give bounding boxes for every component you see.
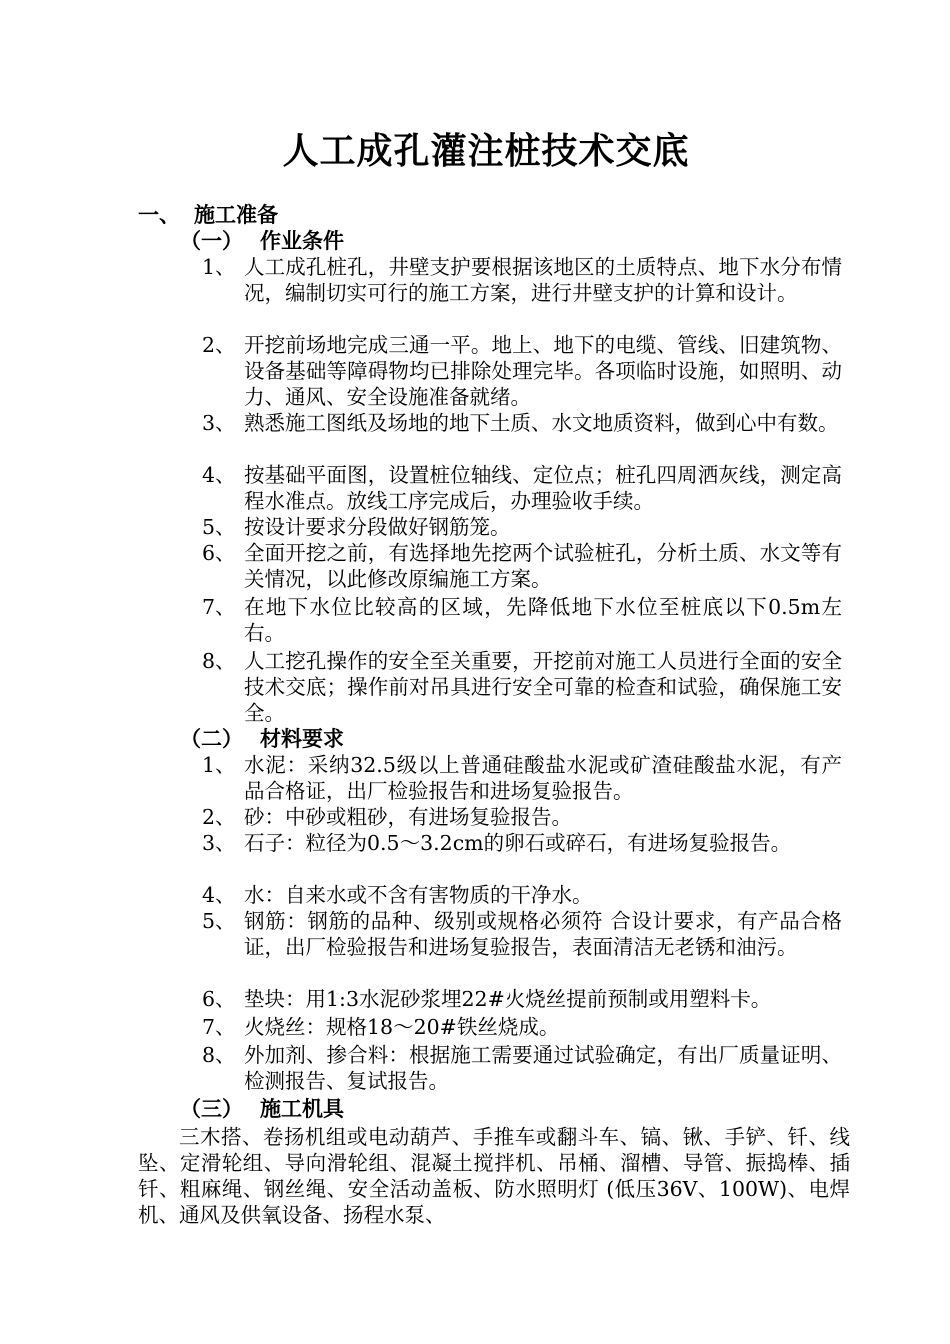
list-item-number: 1、 [202, 753, 236, 777]
list-item-number: 6、 [202, 987, 236, 1011]
list-item [202, 908, 842, 960]
list-item-number: 5、 [202, 909, 236, 933]
list-item [202, 986, 842, 1012]
list-item-text: 钢筋：钢筋的品种、级别或规格必须符 合设计要求，有产品合格证，出厂检验报告和进场复验报告，表面清洁无老锈和油污。 [244, 909, 842, 959]
list-item-text: 按基础平面图，设置桩位轴线、定位点；桩孔四周洒灰线，测定高程水准点。放线工序完成后，办理验收手续。 [244, 463, 842, 513]
list-item-text: 水泥：采纳32.5级以上普通硅酸盐水泥或矿渣硅酸盐水泥，有产品合格证，出厂检验报告和进场复验报告。 [244, 753, 842, 803]
subsection-1-number: （一） [180, 229, 243, 253]
list-item-text: 熟悉施工图纸及场地的地下土质、水文地质资料，做到心中有数。 [244, 411, 839, 435]
list-item [202, 1042, 842, 1094]
list-item [202, 804, 842, 830]
subsection-2-title: 材料要求 [260, 727, 344, 751]
list-item [202, 594, 842, 646]
list-item-number: 5、 [202, 515, 236, 539]
subsection-3-title: 施工机具 [260, 1097, 344, 1121]
list-item-text: 垫块：用1:3水泥砂浆埋22#火烧丝提前预制或用塑料卡。 [244, 987, 772, 1011]
list-item [202, 332, 842, 410]
list-item-number: 2、 [202, 333, 236, 357]
list-item-number: 3、 [202, 411, 236, 435]
section-1-title: 施工准备 [194, 203, 278, 227]
document-title: 人工成孔灌注桩技术交底 [282, 131, 690, 172]
list-item [202, 514, 842, 540]
list-item-text: 在地下水位比较高的区域，先降低地下水位至桩底以下0.5m左右。 [244, 595, 842, 645]
list-item [202, 540, 842, 592]
list-item [202, 882, 842, 908]
list-item-text: 人工成孔桩孔，井壁支护要根据该地区的土质特点、地下水分布情况，编制切实可行的施工方案，进行井壁支护的计算和设计。 [244, 255, 842, 305]
subsection-3-heading [180, 1096, 344, 1122]
list-item-text: 人工挖孔操作的安全至关重要，开挖前对施工人员进行全面的安全技术交底；操作前对吊具进行安全可靠的检查和试验，确保施工安全。 [244, 649, 842, 725]
list-item-number: 4、 [202, 883, 236, 907]
list-item [202, 1014, 842, 1040]
list-item-number: 8、 [202, 1043, 236, 1067]
list-item-text: 石子：粒径为0.5～3.2cm的卵石或碎石，有进场复验报告。 [244, 831, 792, 855]
list-item [202, 254, 842, 306]
list-item-text: 开挖前场地完成三通一平。地上、地下的电缆、管线、旧建筑物、设备基础等障碍物均已排除处理完毕。各项临时设施，如照明、动力、通风、安全设施准备就绪。 [244, 333, 842, 409]
list-item-number: 8、 [202, 649, 236, 673]
section-1-number: 一、 [138, 203, 180, 227]
list-item-text: 外加剂、掺合料：根据施工需要通过试验确定，有出厂质量证明、检测报告、复试报告。 [244, 1043, 842, 1093]
list-item-text: 水：自来水或不含有害物质的干净水。 [244, 883, 593, 907]
list-item-number: 7、 [202, 1015, 236, 1039]
list-item [202, 462, 842, 514]
subsection-1-title: 作业条件 [260, 229, 344, 253]
list-item [202, 752, 842, 804]
list-item-number: 7、 [202, 595, 236, 619]
list-item-number: 4、 [202, 463, 236, 487]
list-item-number: 6、 [202, 541, 236, 565]
list-item-text: 砂：中砂或粗砂，有进场复验报告。 [244, 805, 572, 829]
list-item-number: 3、 [202, 831, 236, 855]
list-item [202, 830, 842, 856]
section-1-heading [138, 202, 278, 228]
subsection-2-heading [180, 726, 344, 752]
list-item [202, 648, 842, 726]
subsection-2-number: （二） [180, 727, 243, 751]
list-item [202, 410, 842, 436]
list-item-number: 1、 [202, 255, 236, 279]
equipment-paragraph: 三木搭、卷扬机组或电动葫芦、手推车或翻斗车、镐、锹、手铲、钎、线坠、定滑轮组、导向滑轮组、混凝土搅拌机、吊桶、溜槽、导管、振捣棒、插钎、粗麻绳、钢丝绳、安全活动盖板、防水照明灯 (低压36V、100W)、电焊机、通风及供氧设备、扬程水泵、 [138, 1125, 850, 1227]
subsection-3-number: （三） [180, 1097, 243, 1121]
list-item-text: 按设计要求分段做好钢筋笼。 [244, 515, 511, 539]
list-item-text: 火烧丝：规格18～20#铁丝烧成。 [244, 1015, 560, 1039]
list-item-text: 全面开挖之前，有选择地先挖两个试验桩孔，分析土质、水文等有关情况，以此修改原编施工方案。 [244, 541, 842, 591]
list-item-number: 2、 [202, 805, 236, 829]
subsection-1-heading [180, 228, 344, 254]
